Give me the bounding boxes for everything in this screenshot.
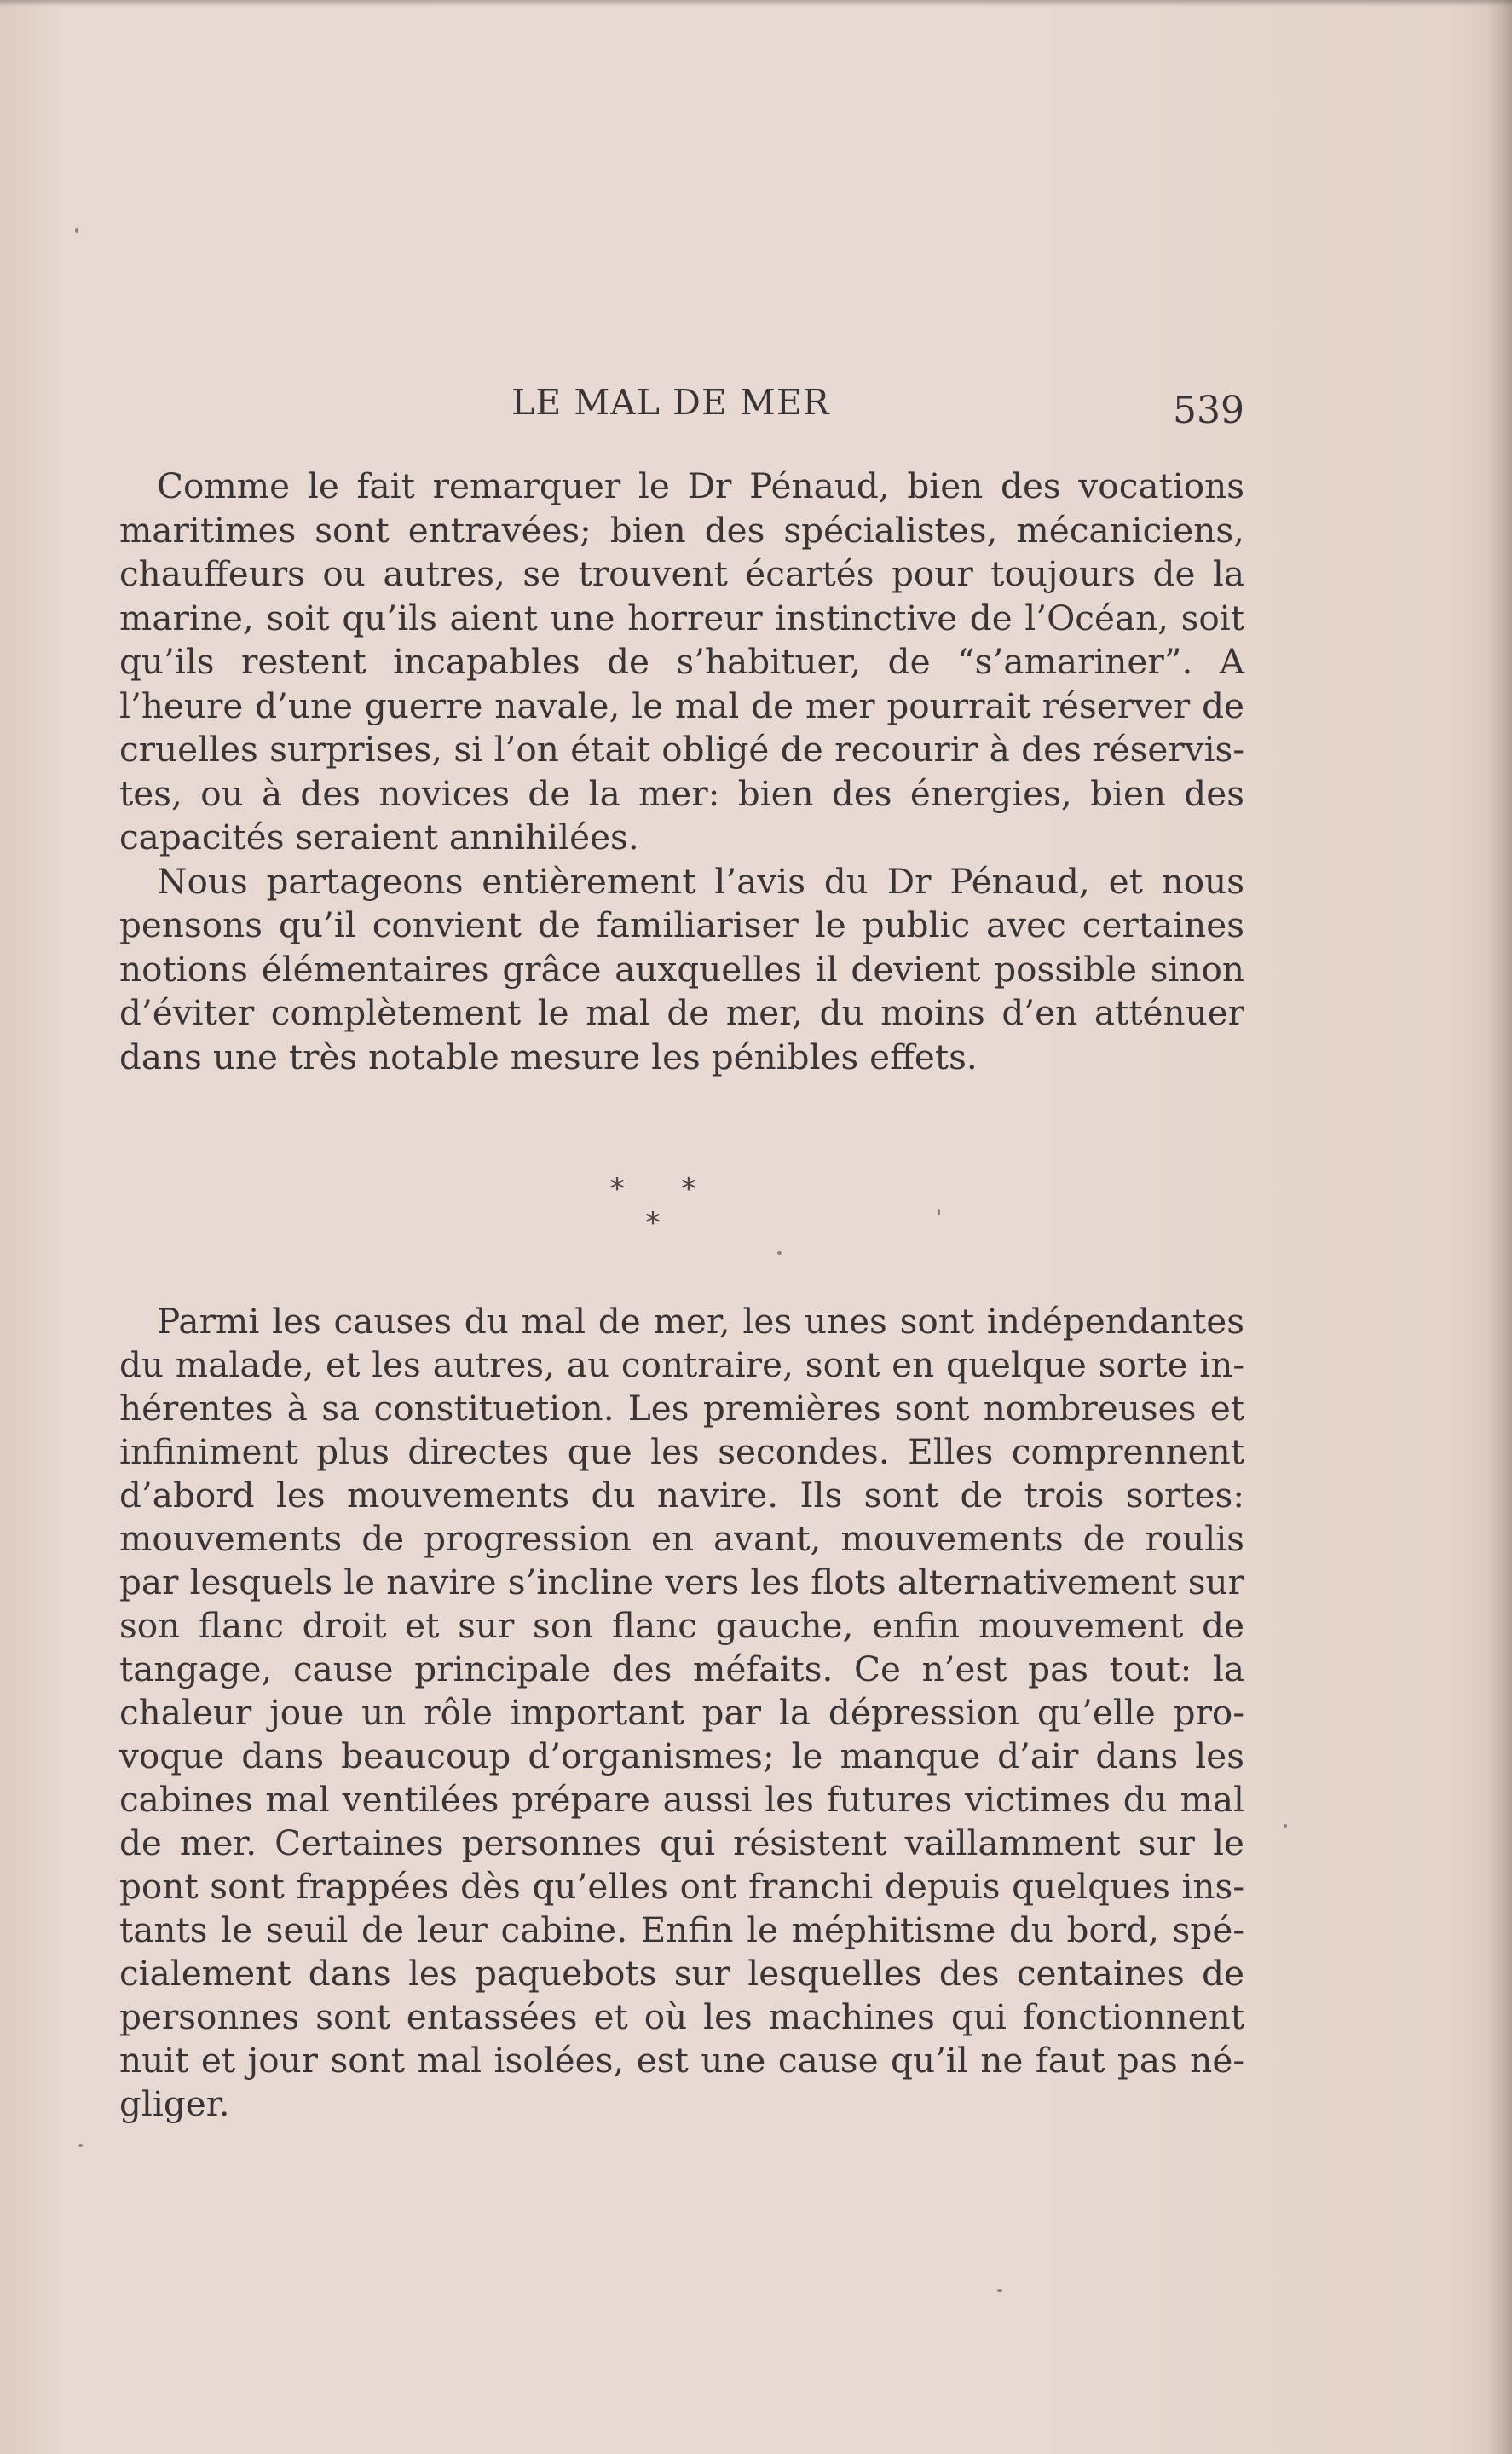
- text-section-1: [119, 465, 1244, 1079]
- page-right-edge: [1486, 0, 1512, 2454]
- section-separator: * * *: [609, 1172, 720, 1240]
- paper-speck: [78, 2144, 83, 2147]
- page-top-edge: [0, 0, 1512, 7]
- paper-speck: [938, 1209, 940, 1215]
- paper-speck: [75, 228, 78, 233]
- page-number: 539: [1173, 389, 1244, 432]
- paper-speck: [1284, 1824, 1287, 1828]
- text-section-2: [119, 1300, 1244, 2126]
- paragraph-1: Comme le fait remarquer le Dr Pénaud, bien des vocations maritimes sont entravées; bien des spécialistes, mécaniciens, chauffeurs ou autres, se trouvent écartés pour toujours de la marine, soit qu’ils aient une horreur instinctive de l’Océan, soit qu’ils restent incapables de s’habituer, de “s’amariner”. A l’heure d’une guerre navale, le mal de mer pourrait réserver de cruelles surprises, si l’on était obligé de recourir à des réservistes, ou à des novices de la mer: bien des énergies, bien des capacités seraient annihilées.: [119, 465, 1244, 857]
- paragraph-2: Nous partageons entièrement l’avis du Dr Pénaud, et nous pensons qu’il convient de familiariser le public avec certaines notions élémentaires grâce auxquelles il devient possible sinon d’éviter complètement le mal de mer, du moins d’en atténuer dans une très notable mesure les pénibles effets.: [119, 860, 1244, 1077]
- paper-speck: [777, 1251, 782, 1255]
- running-title: LE MAL DE MER: [511, 382, 830, 423]
- paper-speck: [997, 2289, 1002, 2292]
- paragraph-3: Parmi les causes du mal de mer, les unes sont indépendantes du malade, et les autres, au contraire, sont en quelque sorte inhérentes à sa constituetion. Les premières sont nombreuses et infiniment plus directes que les secondes. Elles comprennent d’abord les mouvements du navire. Ils sont de trois sortes: mouvements de progression en avant, mouvements de roulis par lesquels le navire s’incline vers les flots alternativement sur son flanc droit et sur son flanc gauche, enfin mouvement de tangage, cause principale des méfaits. Ce n’est pas tout: la chaleur joue un rôle important par la dépression qu’elle provoque dans beaucoup d’organismes; le manque d’air dans les cabines mal ventilées prépare aussi les futures victimes du mal de mer. Certaines personnes qui résistent vaillamment sur le pont sont frappées dès qu’elles ont franchi depuis quelques instants le seuil de leur cabine. Enfin le méphitisme du bord, spécialement dans les paquebots sur lesquelles des centaines de personnes sont entassées et où les machines qui fonctionnent nuit et jour sont mal isolées, est une cause qu’il ne faut pas négliger.: [119, 1301, 1244, 2124]
- page-header: [119, 382, 1244, 433]
